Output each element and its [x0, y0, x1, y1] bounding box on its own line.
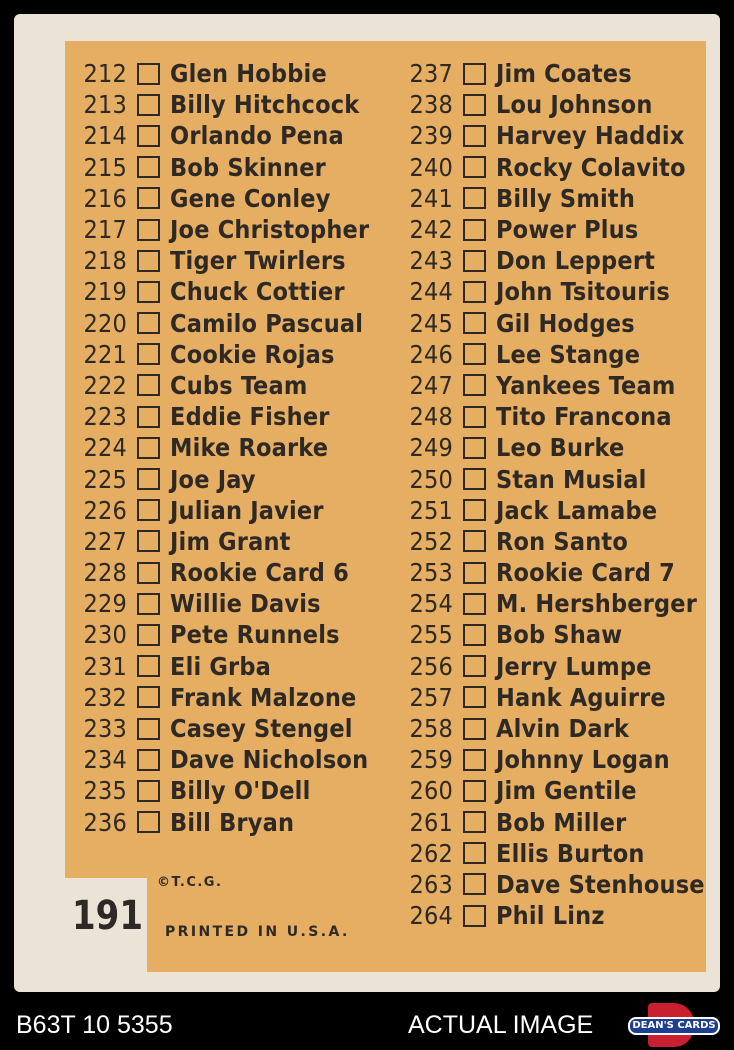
player-name: Billy O'Dell [170, 776, 311, 806]
card-number-label: 228 [83, 558, 127, 588]
checkbox[interactable] [463, 63, 486, 85]
player-name: Leo Burke [496, 433, 625, 463]
player-name: Willie Davis [170, 589, 321, 619]
player-name: Don Leppert [496, 246, 656, 276]
checkbox[interactable] [137, 125, 160, 147]
card-number-label: 238 [409, 90, 453, 120]
card-number-label: 251 [409, 495, 453, 525]
card-number-label: 218 [83, 246, 127, 276]
checklist-row [395, 89, 705, 120]
checklist-row [395, 651, 705, 682]
card-number-label: 236 [83, 807, 127, 837]
card-number-label: 240 [409, 152, 453, 182]
checklist-row [395, 276, 705, 307]
card-number-label: 247 [409, 370, 453, 400]
checklist-row [395, 744, 705, 775]
player-name: Jim Gentile [496, 776, 637, 806]
checklist-column-left [69, 58, 369, 838]
player-name: Jim Grant [170, 526, 291, 556]
checkbox[interactable] [463, 562, 486, 584]
checkbox[interactable] [463, 406, 486, 428]
checklist-row [395, 214, 705, 245]
player-name: Mike Roarke [170, 433, 329, 463]
checklist-row [69, 308, 369, 339]
card-number-label: 219 [83, 277, 127, 307]
checkbox[interactable] [463, 842, 486, 864]
checkbox[interactable] [463, 624, 486, 646]
checklist-row [395, 339, 705, 370]
card-number-label: 264 [409, 901, 453, 931]
player-name: Rookie Card 6 [170, 558, 349, 588]
checklist-row [69, 339, 369, 370]
checkbox[interactable] [137, 499, 160, 521]
checklist-row [69, 651, 369, 682]
checklist-row [69, 432, 369, 463]
player-name: Casey Stengel [170, 714, 353, 744]
card-number-label: 227 [83, 526, 127, 556]
card-number-label: 257 [409, 682, 453, 712]
checkbox[interactable] [463, 593, 486, 615]
checkbox[interactable] [463, 873, 486, 895]
card-number-label: 255 [409, 620, 453, 650]
checkbox[interactable] [137, 63, 160, 85]
card-number-label: 237 [409, 59, 453, 89]
checklist-row [395, 245, 705, 276]
checkbox[interactable] [463, 250, 486, 272]
card-number-label: 235 [83, 776, 127, 806]
checklist-row [395, 401, 705, 432]
checklist-row [395, 432, 705, 463]
player-name: Cubs Team [170, 370, 308, 400]
deans-cards-logo [628, 1003, 720, 1047]
card-number-label: 233 [83, 714, 127, 744]
card-number-label: 253 [409, 558, 453, 588]
player-name: Power Plus [496, 215, 639, 245]
checkbox[interactable] [463, 156, 486, 178]
checklist-row [69, 682, 369, 713]
card-number-label: 230 [83, 620, 127, 650]
player-name: Bill Bryan [170, 807, 295, 837]
checkbox[interactable] [463, 811, 486, 833]
player-name: Bob Miller [496, 807, 627, 837]
card-number-label: 241 [409, 183, 453, 213]
checkbox[interactable] [137, 686, 160, 708]
card-number-label: 222 [83, 370, 127, 400]
checkbox[interactable] [463, 312, 486, 334]
checkbox[interactable] [137, 562, 160, 584]
checklist-row [69, 58, 369, 89]
card-number-label: 216 [83, 183, 127, 213]
player-name: Joe Christopher [170, 215, 370, 245]
player-name: Eddie Fisher [170, 402, 330, 432]
checkbox[interactable] [463, 780, 486, 802]
checkbox[interactable] [137, 312, 160, 334]
checkbox[interactable] [137, 343, 160, 365]
checkbox[interactable] [463, 499, 486, 521]
checkbox[interactable] [137, 468, 160, 490]
card-number-label: 212 [83, 59, 127, 89]
player-name: Hank Aguirre [496, 682, 666, 712]
player-name: Jack Lamabe [496, 495, 658, 525]
checkbox[interactable] [463, 94, 486, 116]
checklist-row [69, 775, 369, 806]
checklist-row [395, 713, 705, 744]
player-name: Gene Conley [170, 183, 331, 213]
checkbox[interactable] [463, 530, 486, 552]
card-number-label: 254 [409, 589, 453, 619]
player-name: Dave Stenhouse [496, 869, 705, 899]
checklist-row [69, 276, 369, 307]
player-name: John Tsitouris [496, 277, 671, 307]
checkbox[interactable] [463, 125, 486, 147]
checklist-row [395, 120, 705, 151]
player-name: Harvey Haddix [496, 121, 685, 151]
checkbox[interactable] [137, 593, 160, 615]
player-name: Alvin Dark [496, 714, 630, 744]
player-name: Ellis Burton [496, 838, 645, 868]
player-name: Eli Grba [170, 651, 272, 681]
player-name: Cookie Rojas [170, 339, 335, 369]
checkbox[interactable] [137, 624, 160, 646]
cert-number: B63T 10 5355 [16, 1011, 173, 1039]
player-name: Tiger Twirlers [170, 246, 346, 276]
card-number-label: 217 [83, 215, 127, 245]
checkbox[interactable] [137, 718, 160, 740]
checkbox[interactable] [463, 655, 486, 677]
checklist-row [395, 463, 705, 494]
checkbox[interactable] [137, 780, 160, 802]
checkbox[interactable] [463, 905, 486, 927]
checklist-row [69, 89, 369, 120]
checkbox[interactable] [463, 468, 486, 490]
checklist-row [395, 588, 705, 619]
player-name: Lee Stange [496, 339, 641, 369]
player-name: Jim Coates [496, 59, 632, 89]
player-name: Rocky Colavito [496, 152, 686, 182]
card-number-label: 262 [409, 838, 453, 868]
card-number-label: 263 [409, 869, 453, 899]
checkbox[interactable] [137, 749, 160, 771]
checklist-row [395, 58, 705, 89]
checkbox[interactable] [463, 219, 486, 241]
card-number-label: 215 [83, 152, 127, 182]
card-number-label: 252 [409, 526, 453, 556]
checkbox[interactable] [137, 94, 160, 116]
player-name: Ron Santo [496, 526, 629, 556]
player-name: Gil Hodges [496, 308, 635, 338]
checkbox[interactable] [137, 655, 160, 677]
checklist-row [395, 495, 705, 526]
card-number-label: 214 [83, 121, 127, 151]
checklist-row [69, 120, 369, 151]
checklist-row [395, 807, 705, 838]
checklist-row [395, 900, 705, 931]
card-number-label: 242 [409, 215, 453, 245]
logo-text: DEAN'S CARDS [628, 1017, 720, 1035]
checklist-column-right [395, 58, 705, 931]
checkbox[interactable] [463, 187, 486, 209]
card-number-label: 249 [409, 433, 453, 463]
card-number-label: 259 [409, 745, 453, 775]
checklist-row [395, 557, 705, 588]
printed-in-usa-text: PRINTED IN U.S.A. [165, 924, 350, 940]
checklist-row [395, 183, 705, 214]
player-name: Bob Shaw [496, 620, 623, 650]
card-number-label: 213 [83, 90, 127, 120]
player-name: Billy Smith [496, 183, 636, 213]
player-name: Stan Musial [496, 464, 647, 494]
checklist-row [395, 838, 705, 869]
checklist-row [395, 370, 705, 401]
checklist-row [395, 682, 705, 713]
card-number-label: 243 [409, 246, 453, 276]
player-name: Julian Javier [170, 495, 324, 525]
player-name: Dave Nicholson [170, 745, 369, 775]
checklist-row [69, 370, 369, 401]
player-name: Pete Runnels [170, 620, 340, 650]
checkbox[interactable] [137, 187, 160, 209]
checklist-row [69, 588, 369, 619]
card-number-label: 258 [409, 714, 453, 744]
checkbox[interactable] [137, 281, 160, 303]
card-number-label: 223 [83, 402, 127, 432]
player-name: Rookie Card 7 [496, 558, 675, 588]
checklist-row [69, 495, 369, 526]
player-name: Bob Skinner [170, 152, 326, 182]
checklist-row [395, 526, 705, 557]
copyright-text: ©T.C.G. [157, 875, 223, 890]
checklist-row [69, 713, 369, 744]
card-number-label: 250 [409, 464, 453, 494]
player-name: Billy Hitchcock [170, 90, 360, 120]
checkbox[interactable] [137, 250, 160, 272]
card-number-label: 234 [83, 745, 127, 775]
checklist-row [395, 619, 705, 650]
player-name: Orlando Pena [170, 121, 344, 151]
player-name: Camilo Pascual [170, 308, 364, 338]
card-number-label: 260 [409, 776, 453, 806]
card-number-label: 231 [83, 651, 127, 681]
player-name: Frank Malzone [170, 682, 357, 712]
checkbox[interactable] [137, 156, 160, 178]
card-number: 191 [72, 893, 143, 939]
checklist-row [69, 463, 369, 494]
player-name: Phil Linz [496, 901, 605, 931]
checklist-row [69, 183, 369, 214]
card-number-label: 261 [409, 807, 453, 837]
checklist-row [69, 619, 369, 650]
checklist-row [395, 152, 705, 183]
checklist-row [69, 214, 369, 245]
card-number-label: 248 [409, 402, 453, 432]
player-name: Lou Johnson [496, 90, 653, 120]
player-name: Chuck Cottier [170, 277, 345, 307]
checklist-row [69, 152, 369, 183]
card-number-label: 239 [409, 121, 453, 151]
checklist-row [69, 807, 369, 838]
checklist-row [395, 869, 705, 900]
checkbox[interactable] [137, 219, 160, 241]
player-name: Yankees Team [496, 370, 676, 400]
checkbox[interactable] [463, 374, 486, 396]
checkbox[interactable] [463, 343, 486, 365]
checkbox[interactable] [463, 437, 486, 459]
checkbox[interactable] [137, 406, 160, 428]
checklist-row [69, 245, 369, 276]
checklist-row [69, 557, 369, 588]
checkbox[interactable] [463, 281, 486, 303]
card-number-label: 244 [409, 277, 453, 307]
card-number-label: 246 [409, 339, 453, 369]
checkbox[interactable] [137, 374, 160, 396]
card-number-label: 224 [83, 433, 127, 463]
player-name: Tito Francona [496, 402, 672, 432]
card-number-label: 256 [409, 651, 453, 681]
card-number-label: 245 [409, 308, 453, 338]
player-name: Johnny Logan [496, 745, 670, 775]
player-name: M. Hershberger [496, 589, 698, 619]
actual-image-label: ACTUAL IMAGE [408, 1011, 594, 1039]
checkbox[interactable] [137, 811, 160, 833]
player-name: Joe Jay [170, 464, 256, 494]
checklist-row [69, 744, 369, 775]
checklist-row [395, 775, 705, 806]
checkbox[interactable] [463, 718, 486, 740]
card-number-label: 229 [83, 589, 127, 619]
checkbox[interactable] [463, 686, 486, 708]
card-number-label: 221 [83, 339, 127, 369]
checkbox[interactable] [463, 749, 486, 771]
player-name: Glen Hobbie [170, 59, 327, 89]
checklist-row [395, 308, 705, 339]
checkbox[interactable] [137, 437, 160, 459]
player-name: Jerry Lumpe [496, 651, 652, 681]
checklist-row [69, 401, 369, 432]
card-number-label: 225 [83, 464, 127, 494]
card-number-label: 226 [83, 495, 127, 525]
checklist-row [69, 526, 369, 557]
card-number-label: 220 [83, 308, 127, 338]
card-number-label: 232 [83, 682, 127, 712]
checkbox[interactable] [137, 530, 160, 552]
